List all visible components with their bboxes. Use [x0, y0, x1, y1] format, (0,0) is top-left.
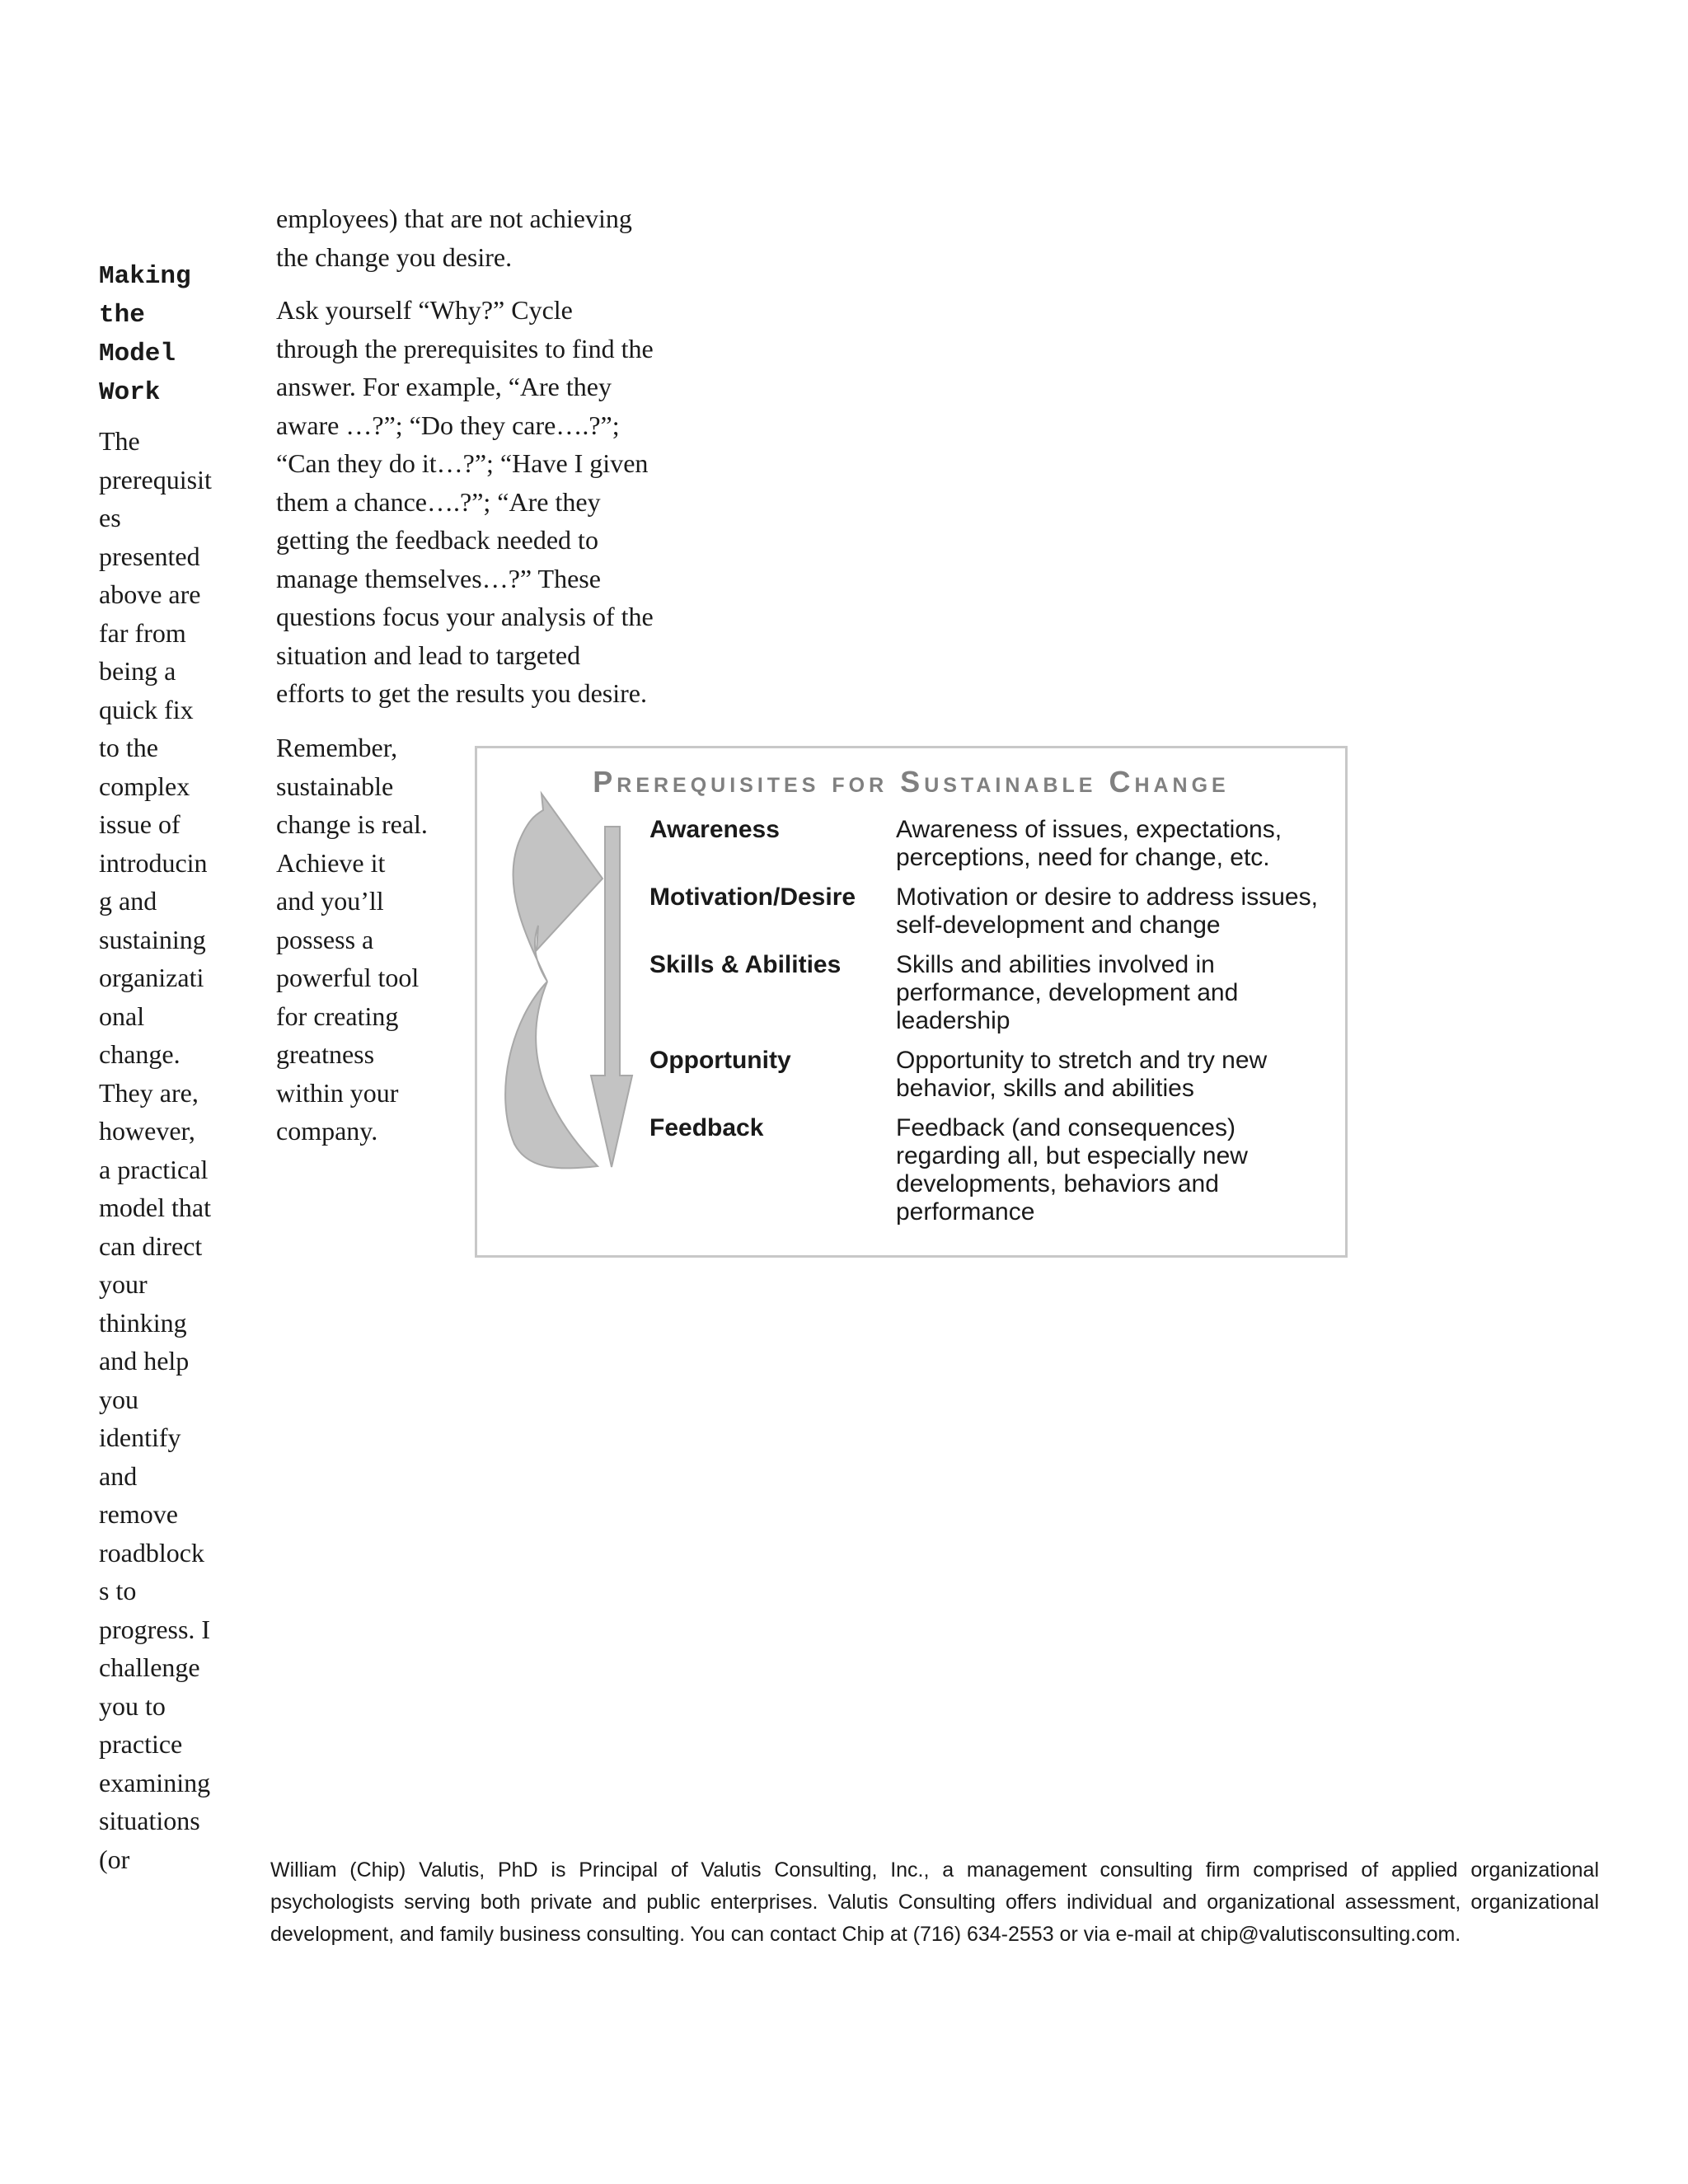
prereq-label-feedback: Feedback — [649, 1114, 764, 1141]
prereq-desc-awareness: Awareness of issues, expectations, perceptions, need for change, etc. — [896, 816, 1282, 871]
prereq-label-awareness: Awareness — [649, 816, 780, 843]
column-paragraph-remember: Remember, sustainable change is real. Achieve it and you’ll possess a powerful tool for creating greatness within your company. — [276, 733, 428, 1146]
author-bio: William (Chip) Valutis, PhD is Principal of Valutis Consulting, Inc., a management consulting firm comprised of applied organizational psychologists serving both private and public enterprises. Valutis Consulting offers individual and organizational assessment, organizational development, and family business consulting. You can contact Chip at (716) 634-2553 or via e-mail at chip@valutisconsulting.com. — [270, 1858, 1599, 1946]
return-arrow-icon — [505, 982, 598, 1168]
sidebar-heading: Making the Model Work — [99, 262, 191, 407]
sidebar-body-text: The prerequisit es presented above are far from being a quick fix to the complex issue of introducin g and sustaining organizati onal change. They are, however, a practical model that can direct your thinking and help you identify and remove roadblock s to progress. I challenge you to practice examining situations (or — [99, 426, 212, 1874]
prereq-label-motivation: Motivation/Desire — [649, 883, 856, 911]
column-paragraph-ask-why: Ask yourself “Why?” Cycle through the prerequisites to find the answer. For example, “Are they aware …?”; “Do they care….?”; “Can they do it…?”; “Have I given them a chance….?”; “Are they getting the feedback needed to manage themselves…?” These questions focus your analysis of the situation and lead to targeted efforts to get the results you desire. — [276, 295, 654, 708]
prereq-label-skills: Skills & Abilities — [649, 951, 842, 978]
prereq-label-opportunity: Opportunity — [649, 1047, 791, 1074]
prereq-desc-skills: Skills and abilities involved in performance, development and leadership — [896, 951, 1239, 1034]
prerequisites-diagram — [475, 746, 1348, 1258]
prereq-desc-motivation: Motivation or desire to address issues, self-development and change — [896, 883, 1318, 939]
column-paragraph-continued: employees) that are not achieving the change you desire. — [276, 204, 632, 272]
prereq-desc-opportunity: Opportunity to stretch and try new behavior, skills and abilities — [896, 1047, 1268, 1102]
diagram-title: Prerequisites for Sustainable Change — [593, 765, 1230, 799]
prereq-desc-feedback: Feedback (and consequences) regarding all, but especially new developments, behaviors and performance — [896, 1114, 1248, 1226]
return-arrow-head-icon — [513, 794, 603, 982]
